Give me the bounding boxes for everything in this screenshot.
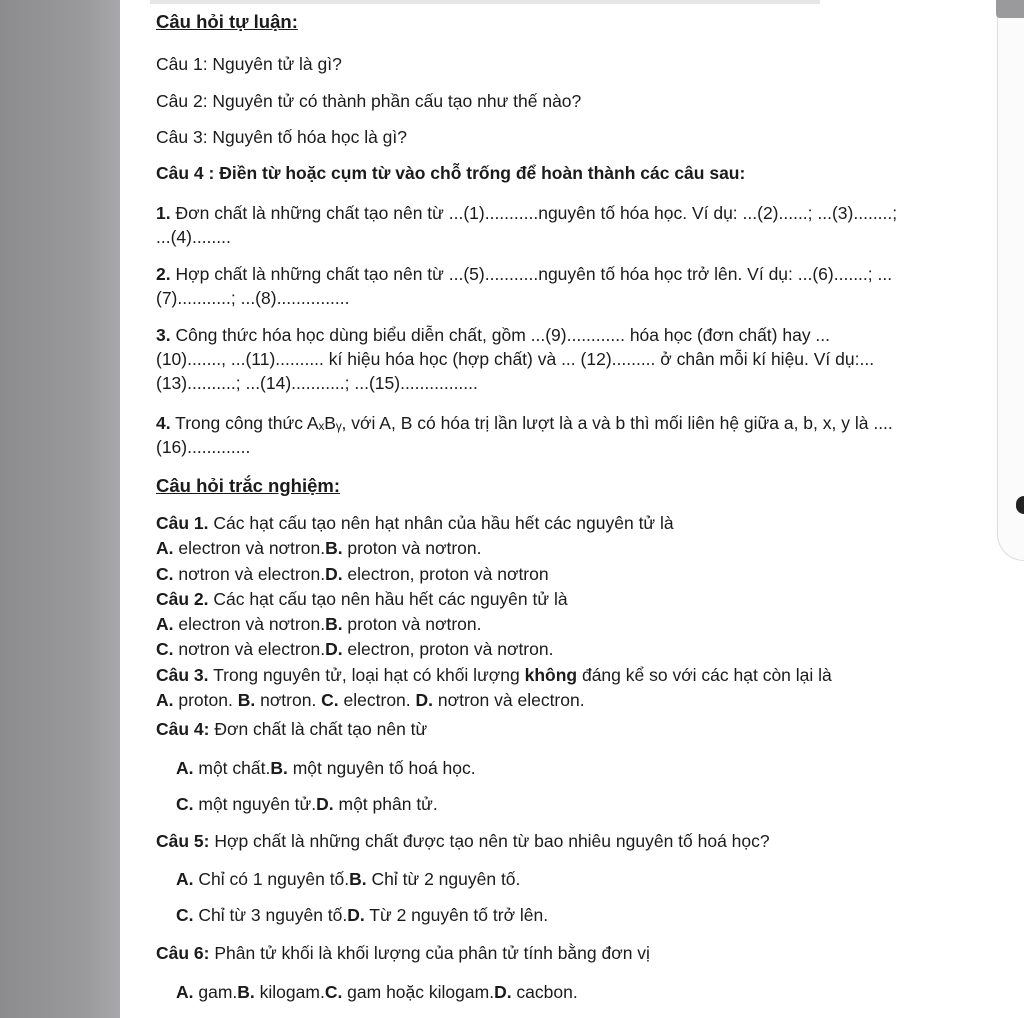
edge-handle[interactable]	[1016, 496, 1024, 514]
mcq-heading: Câu hỏi trắc nghiệm:	[156, 475, 340, 496]
mcq-q1-options-ab: A. electron và nơtron.B. proton và nơtron.	[156, 538, 482, 558]
fill-item-3-cont1: (10)......., ...(11).......... kí hiệu hóa học (hợp chất) và ... (12)......... ở chân mỗi kí hiệu. Ví dụ:...	[156, 349, 875, 369]
mcq-q1-options-cd: C. nơtron và electron.D. electron, proton và nơtron	[156, 564, 549, 584]
essay-q4-prompt: Câu 4 : Điền từ hoặc cụm từ vào chỗ trống để hoàn thành các câu sau:	[156, 163, 746, 183]
essay-q1: Câu 1: Nguyên tử là gì?	[156, 54, 342, 74]
scrollbar-thumb[interactable]	[996, 0, 1024, 18]
mcq-q2: Câu 2. Các hạt cấu tạo nên hầu hết các nguyên tử là	[156, 589, 568, 609]
mcq-q2-options-cd: C. nơtron và electron.D. electron, proton và nơtron.	[156, 639, 554, 659]
fill-item-2: 2. Hợp chất là những chất tạo nên từ ...(5)...........nguyên tố hóa học trở lên. Ví dụ: ...(6).......; ...	[156, 264, 893, 284]
mcq-q4-options-ab: A. một chất.B. một nguyên tố hoá học.	[176, 758, 476, 778]
mcq-q3: Câu 3. Trong nguyên tử, loại hạt có khối lượng không đáng kể so với các hạt còn lại là	[156, 665, 832, 685]
mcq-q2-options-ab: A. electron và nơtron.B. proton và nơtron.	[156, 614, 482, 634]
essay-q3: Câu 3: Nguyên tố hóa học là gì?	[156, 127, 408, 147]
screen-edge-curve	[997, 0, 1024, 561]
top-shadow	[150, 0, 820, 4]
fill-item-1-cont: ...(4)........	[156, 227, 231, 247]
fill-item-3-cont2: (13)..........; ...(14)...........; ...(15)................	[156, 373, 478, 393]
mcq-q4: Câu 4: Đơn chất là chất tạo nên từ	[156, 719, 428, 739]
mcq-q3-options: A. proton. B. nơtron. C. electron. D. nơtron và electron.	[156, 690, 585, 710]
document-sheet	[120, 0, 1024, 1018]
mcq-q5: Câu 5: Hợp chất là những chất được tạo nên từ bao nhiêu nguyên tố hoá học?	[156, 831, 770, 851]
left-bezel	[0, 0, 120, 1018]
fill-item-1: 1. Đơn chất là những chất tạo nên từ ...(1)...........nguyên tố hóa học. Ví dụ: ...(2)......; ...(3)........;	[156, 203, 898, 223]
fill-item-3: 3. Công thức hóa học dùng biểu diễn chất, gồm ...(9)............ hóa học (đơn chất) hay ...	[156, 325, 831, 345]
essay-heading: Câu hỏi tự luận:	[156, 11, 298, 32]
essay-q2: Câu 2: Nguyên tử có thành phần cấu tạo như thế nào?	[156, 91, 582, 111]
fill-item-4: 4. Trong công thức AₓBᵧ, với A, B có hóa trị lần lượt là a và b thì mối liên hệ giữa a, b, x, y là ....	[156, 413, 893, 433]
mcq-q5-options-cd: C. Chỉ từ 3 nguyên tố.D. Từ 2 nguyên tố trở lên.	[176, 905, 549, 925]
fill-item-4-cont: (16).............	[156, 437, 251, 457]
mcq-q5-options-ab: A. Chỉ có 1 nguyên tố.B. Chỉ từ 2 nguyên tố.	[176, 869, 521, 889]
mcq-q1: Câu 1. Các hạt cấu tạo nên hạt nhân của hầu hết các nguyên tử là	[156, 513, 674, 533]
mcq-q6: Câu 6: Phân tử khối là khối lượng của phân tử tính bằng đơn vị	[156, 943, 650, 963]
mcq-q4-options-cd: C. một nguyên tử.D. một phân tử.	[176, 794, 438, 814]
fill-item-2-cont: (7)...........; ...(8)...............	[156, 288, 350, 308]
mcq-q6-options: A. gam.B. kilogam.C. gam hoặc kilogam.D. cacbon.	[176, 982, 578, 1002]
